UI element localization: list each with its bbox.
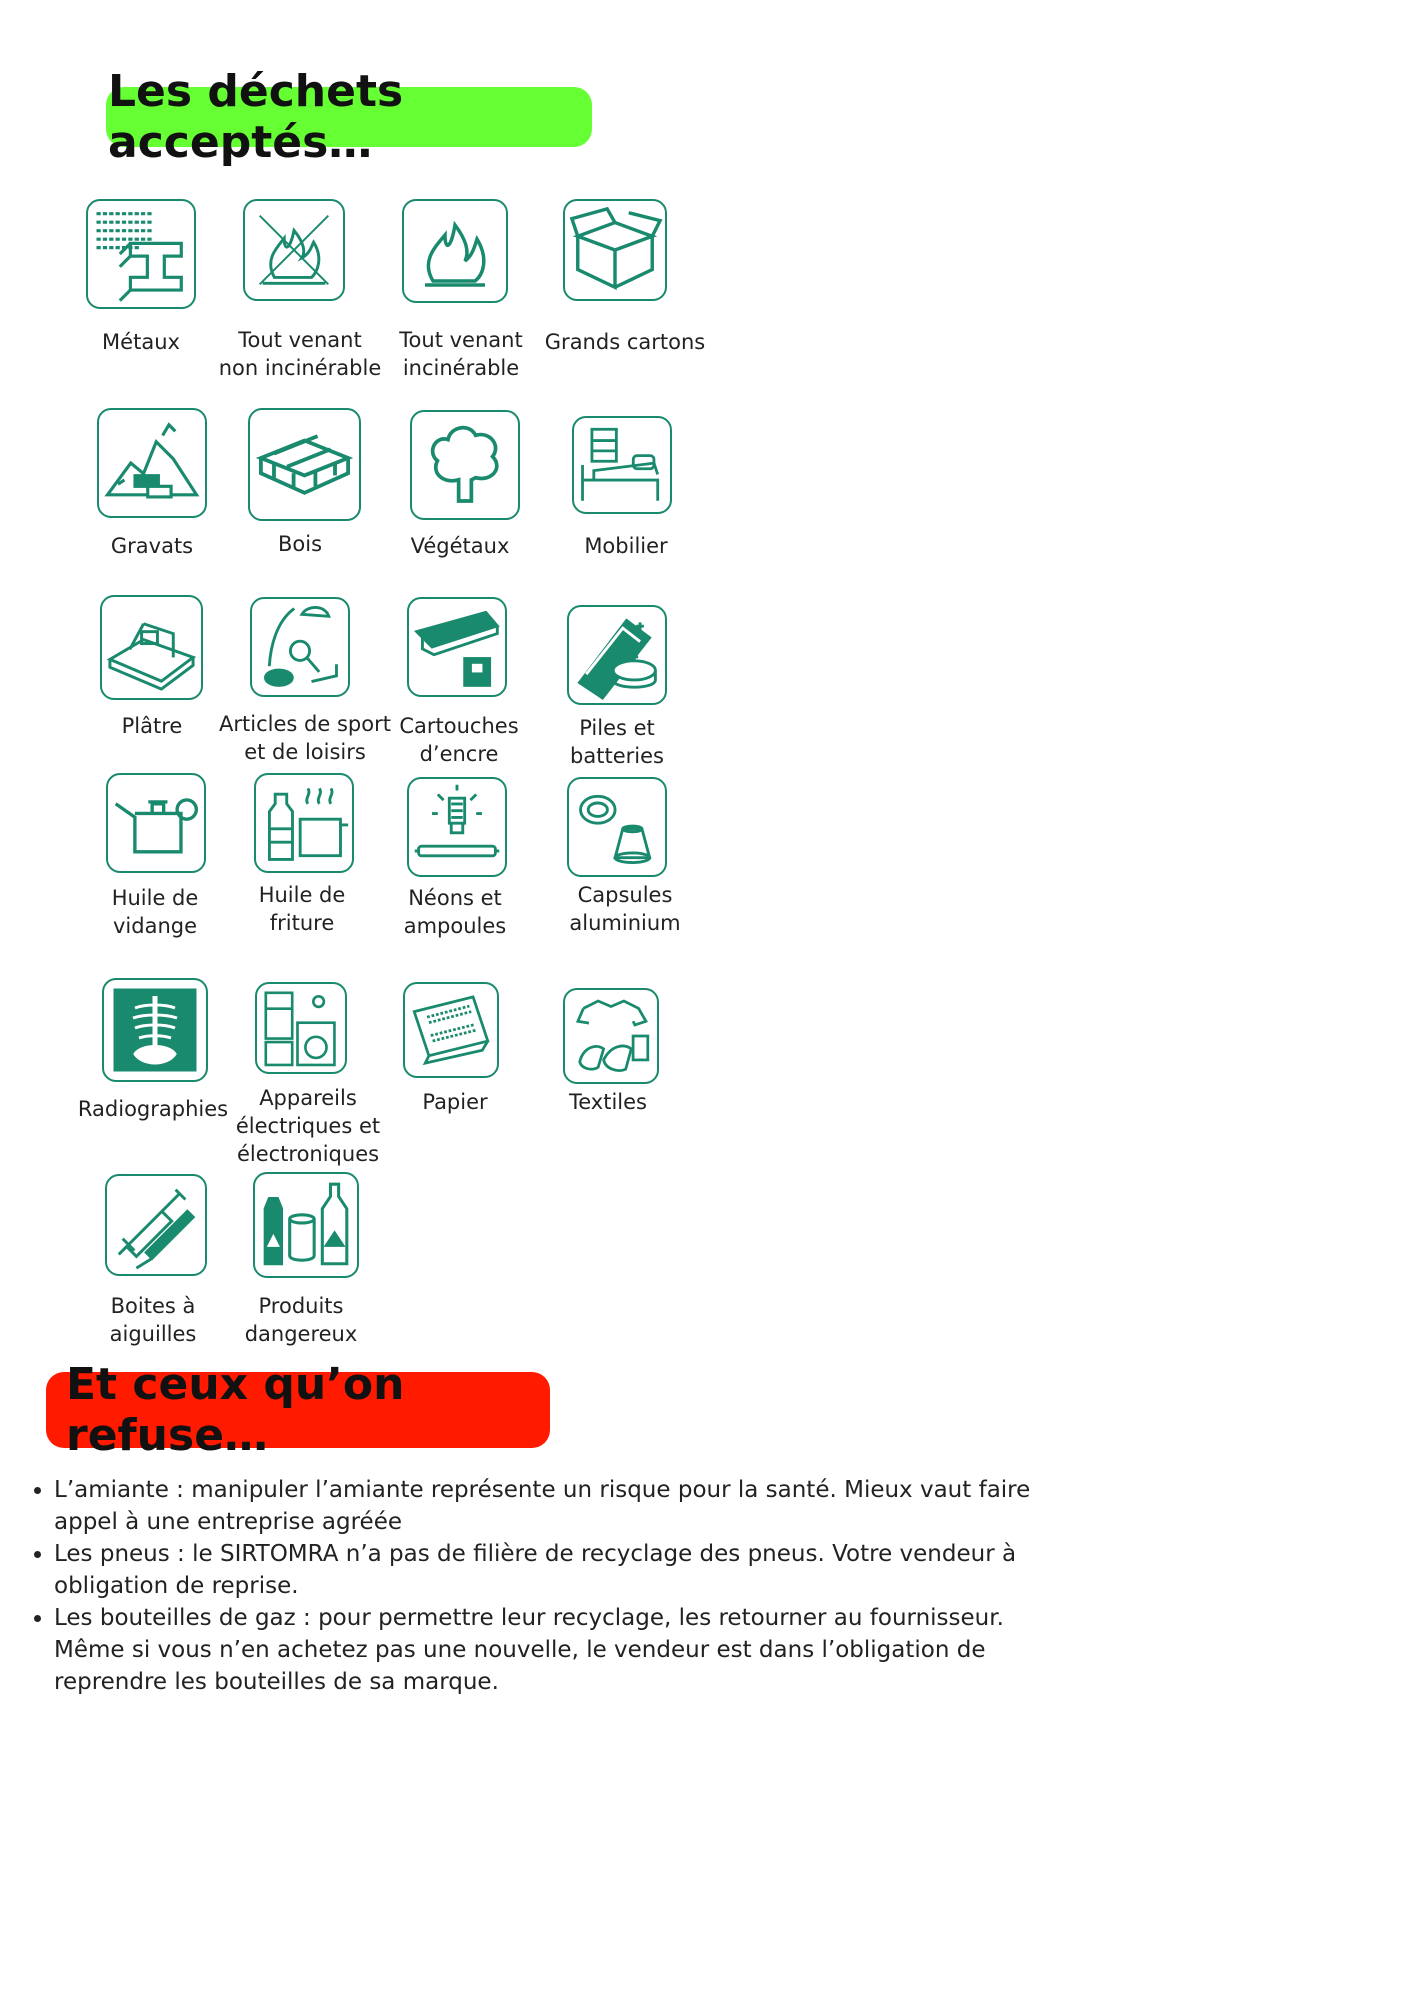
light-bulb-icon: [407, 777, 507, 877]
plaster-icon: [100, 595, 203, 700]
appliances-icon: [255, 982, 347, 1074]
label-radiographies: Radiographies: [77, 1097, 229, 1121]
label-platre: Plâtre: [121, 714, 183, 738]
no-fire-icon: [243, 199, 345, 301]
label-bois: Bois: [277, 532, 323, 556]
xray-icon: [102, 978, 208, 1082]
metal-icon: [86, 199, 196, 309]
accepted-title-text: Les déchets acceptés…: [108, 66, 404, 168]
frying-oil-icon: [254, 773, 354, 873]
hazardous-products-icon: [253, 1172, 359, 1278]
label-piles: Piles et batteries: [570, 716, 664, 768]
label-produits-dangereux: Produits dangereux: [244, 1294, 358, 1346]
refused-item-pneus: • Les pneus : le SIRTOMRA n’a pas de filière de recyclage des pneus. Votre vendeur à obligation de reprise.: [54, 1538, 1034, 1602]
paper-icon: [403, 982, 499, 1078]
cardboard-box-icon: [563, 199, 667, 301]
label-metaux: Métaux: [102, 330, 180, 354]
label-huile-friture: Huile de friture: [258, 883, 346, 935]
label-vegetaux: Végétaux: [410, 534, 510, 558]
refused-section-title: [46, 1359, 550, 1461]
ink-cartridge-icon: [407, 597, 507, 697]
wood-pallet-icon: [248, 408, 361, 521]
label-textiles: Textiles: [568, 1090, 647, 1114]
label-capsules: Capsules aluminium: [569, 883, 681, 935]
battery-icon: [567, 605, 667, 705]
label-mobilier: Mobilier: [584, 534, 668, 558]
label-papier: Papier: [422, 1090, 488, 1114]
syringe-icon: [105, 1174, 207, 1276]
label-articles-de-sport: Articles de sport et de loisirs: [219, 712, 391, 764]
furniture-icon: [572, 416, 672, 514]
tree-icon: [410, 410, 520, 520]
fire-icon: [402, 199, 508, 303]
label-appareils: Appareils électriques et électroniques: [235, 1086, 381, 1166]
label-cartouches: Cartouches d’encre: [399, 714, 519, 766]
capsule-icon: [567, 777, 667, 877]
label-grands-cartons: Grands cartons: [544, 330, 706, 354]
label-neons: Néons et ampoules: [403, 886, 507, 938]
rubble-icon: [97, 408, 207, 518]
label-boites-aiguilles: Boites à aiguilles: [109, 1294, 197, 1346]
label-tout-venant-non-incinerable: Tout venant non incinérable: [218, 328, 382, 380]
sport-icon: [250, 597, 350, 697]
accepted-section-title: [106, 66, 592, 168]
label-tout-venant-incinerable: Tout venant incinérable: [399, 328, 523, 380]
oil-can-icon: [106, 773, 206, 873]
textile-icon: [563, 988, 659, 1084]
refused-list: [28, 1474, 1034, 1698]
label-huile-vidange: Huile de vidange: [111, 886, 199, 938]
label-gravats: Gravats: [110, 534, 194, 558]
refused-title-text: Et ceux qu’on refuse…: [66, 1359, 405, 1461]
refused-item-amiante: • L’amiante : manipuler l’amiante représente un risque pour la santé. Mieux vaut faire appel à une entreprise agréée: [54, 1474, 1034, 1538]
refused-item-bouteilles-gaz: • Les bouteilles de gaz : pour permettre leur recyclage, les retourner au fournisseur. Même si vous n’en achetez pas une nouvelle, le vendeur est dans l’obligation de reprendre les bouteilles de sa marque.: [54, 1602, 1034, 1698]
